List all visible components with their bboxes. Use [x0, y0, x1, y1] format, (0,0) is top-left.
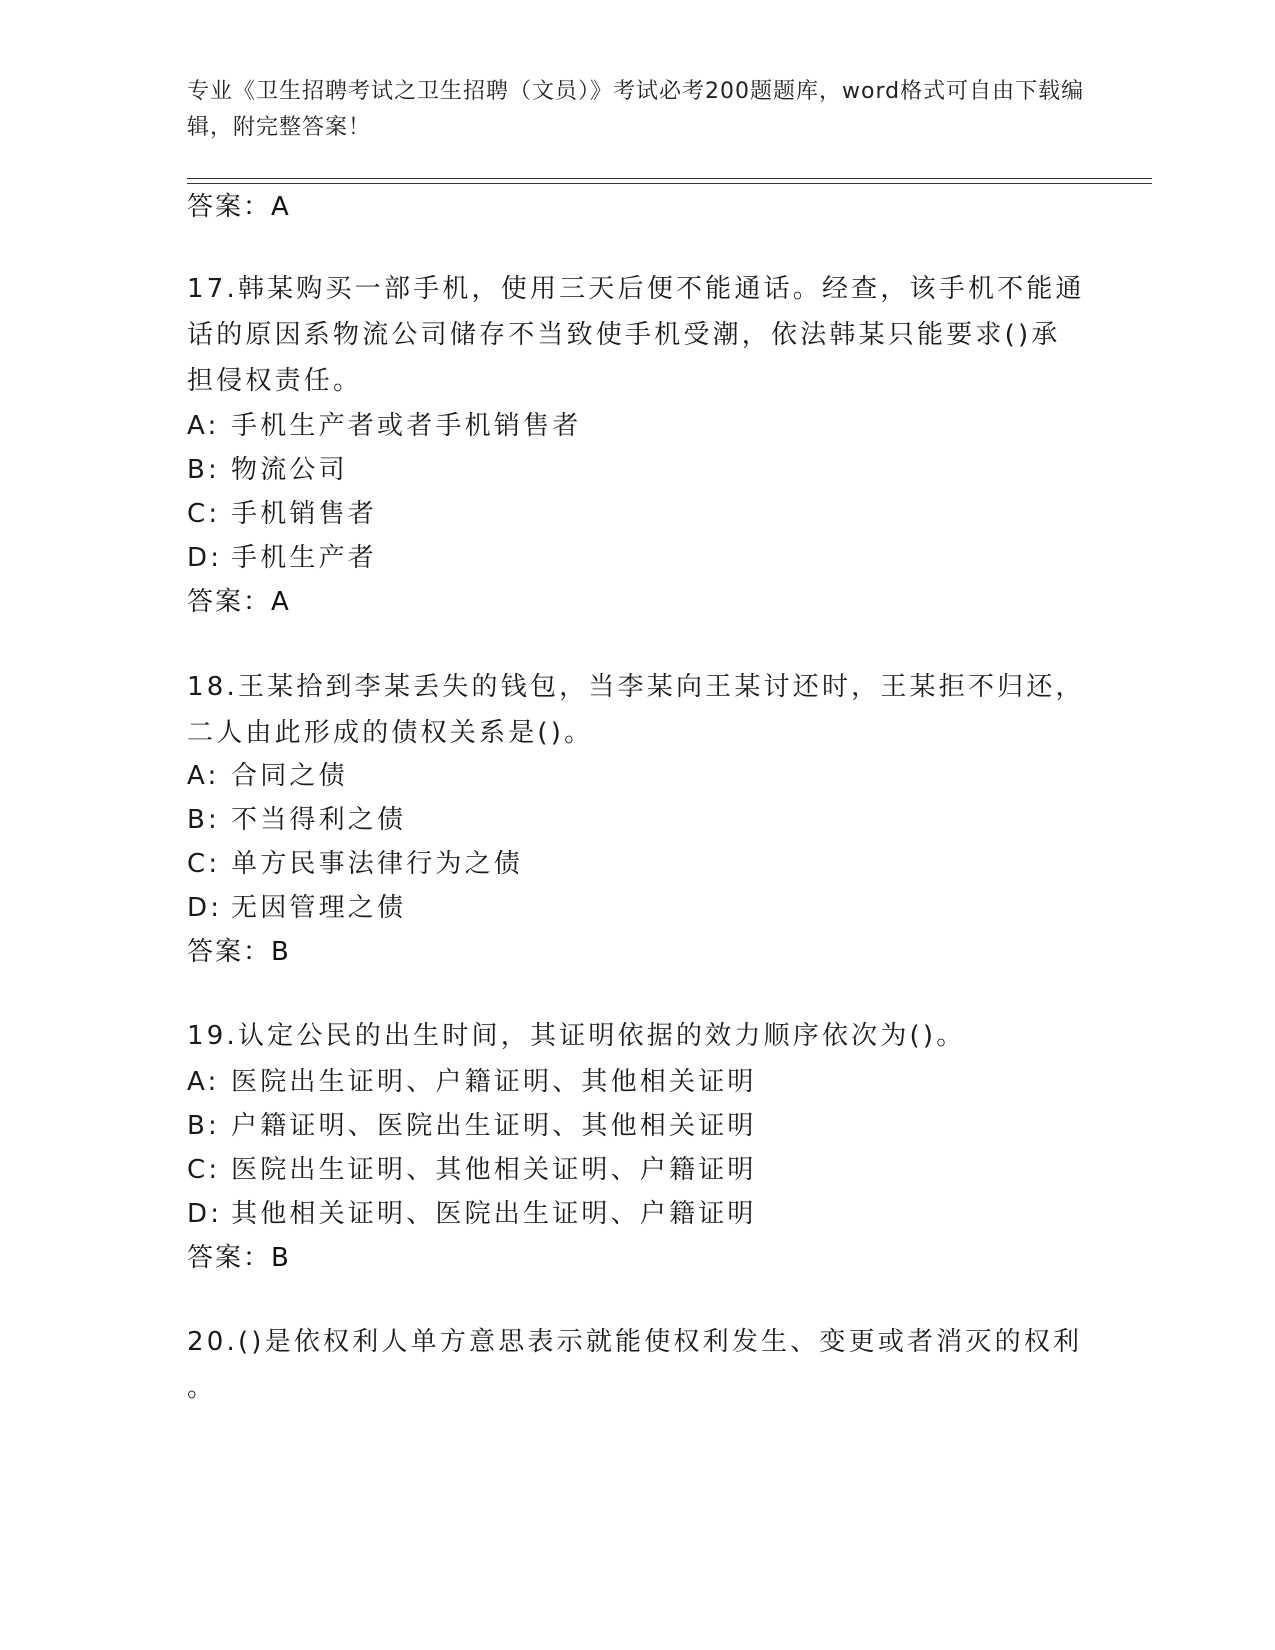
- option-letter: A:: [187, 761, 220, 791]
- option-letter: D:: [187, 543, 223, 573]
- option-text: 无因管理之债: [231, 893, 407, 923]
- option-text: 手机销售者: [231, 499, 378, 529]
- option-text: 户籍证明、医院出生证明、其他相关证明: [231, 1111, 757, 1141]
- option-letter: C:: [187, 499, 221, 529]
- question-19: [187, 1013, 1077, 1059]
- option-text: 合同之债: [231, 761, 348, 791]
- question-line: 担侵权责任。: [187, 366, 363, 396]
- option-a: [187, 405, 581, 442]
- option-c: [187, 493, 377, 530]
- option-letter: C:: [187, 1155, 221, 1185]
- header-rule-top: [187, 178, 1152, 179]
- option-text: 手机生产者: [231, 543, 378, 573]
- option-d: [187, 887, 406, 924]
- option-text: 医院出生证明、户籍证明、其他相关证明: [231, 1067, 757, 1097]
- question-line: 18.王某拾到李某丢失的钱包，当李某向王某讨还时，王某拒不归还，: [187, 672, 1085, 702]
- option-letter: B:: [187, 805, 220, 835]
- question-20: [187, 1319, 1083, 1411]
- answer-19: 答案：B: [187, 1243, 291, 1273]
- option-text: 单方民事法律行为之债: [231, 849, 524, 879]
- option-letter: A:: [187, 411, 220, 441]
- option-a: [187, 1061, 757, 1098]
- option-letter: D:: [187, 1199, 223, 1229]
- option-letter: C:: [187, 849, 221, 879]
- option-letter: B:: [187, 1111, 220, 1141]
- option-letter: B:: [187, 455, 220, 485]
- answer-17: 答案：A: [187, 587, 291, 617]
- option-text: 不当得利之债: [231, 805, 407, 835]
- option-text: 手机生产者或者手机销售者: [231, 411, 582, 441]
- option-c: [187, 843, 523, 880]
- option-letter: A:: [187, 1067, 220, 1097]
- answer-prev: 答案：A: [187, 192, 291, 222]
- option-text: 物流公司: [231, 455, 348, 485]
- option-b: [187, 1105, 757, 1142]
- question-line: 19.认定公民的出生时间，其证明依据的效力顺序依次为()。: [187, 1021, 966, 1051]
- option-d: [187, 1193, 757, 1230]
- header-rule-bottom: [187, 183, 1152, 184]
- header-title: 专业《卫生招聘考试之卫生招聘（文员）》考试必考200题题库，word格式可自由下载编辑，附完整答案！: [187, 79, 1085, 140]
- option-letter: D:: [187, 893, 223, 923]
- question-line: 。: [187, 1373, 217, 1403]
- option-text: 医院出生证明、其他相关证明、户籍证明: [231, 1155, 757, 1185]
- question-17: [187, 266, 1085, 404]
- option-a: [187, 755, 348, 792]
- answer-18: 答案：B: [187, 937, 291, 967]
- question-18: [187, 664, 1085, 756]
- option-d: [187, 537, 377, 574]
- question-line: 17.韩某购买一部手机，使用三天后便不能通话。经查，该手机不能通: [187, 274, 1085, 304]
- option-c: [187, 1149, 757, 1186]
- option-b: [187, 449, 348, 486]
- option-text: 其他相关证明、医院出生证明、户籍证明: [231, 1199, 757, 1229]
- option-b: [187, 799, 406, 836]
- question-line: 话的原因系物流公司储存不当致使手机受潮，依法韩某只能要求()承: [187, 320, 1061, 350]
- question-line: 20.()是依权利人单方意思表示就能使权利发生、变更或者消灭的权利: [187, 1327, 1083, 1357]
- question-line: 二人由此形成的债权关系是()。: [187, 718, 594, 748]
- document-header: [187, 74, 1087, 146]
